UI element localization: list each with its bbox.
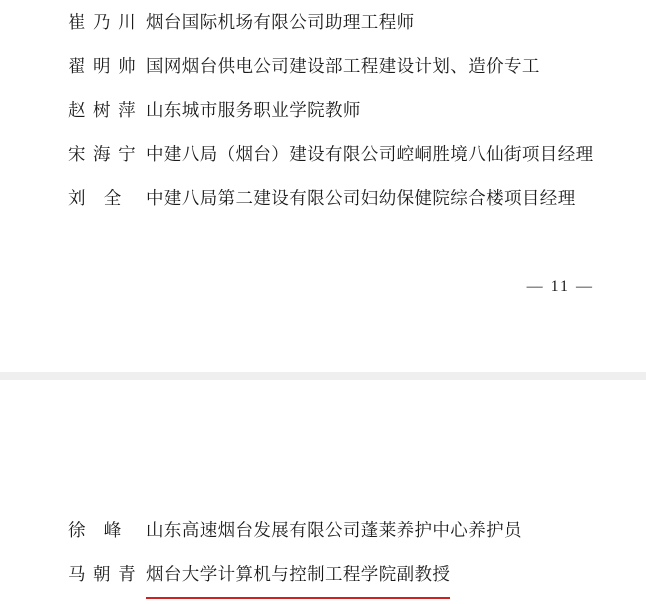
list-item (0, 44, 646, 88)
person-name: 刘 全 (68, 188, 122, 208)
upper-entry-list (0, 0, 646, 220)
list-item (0, 88, 646, 132)
page-number: — 11 — (526, 278, 594, 295)
person-name: 马朝青 (68, 564, 136, 584)
person-description: 山东高速烟台发展有限公司蓬莱养护中心养护员 (146, 520, 522, 540)
person-description: 中建八局第二建设有限公司妇幼保健院综合楼项目经理 (146, 188, 576, 208)
lower-entry-list (0, 508, 646, 596)
list-item (0, 132, 646, 176)
person-description: 烟台国际机场有限公司助理工程师 (146, 12, 415, 32)
page-separator (0, 372, 646, 380)
person-name: 徐 峰 (68, 520, 122, 540)
person-description: 山东城市服务职业学院教师 (146, 100, 361, 120)
person-name: 翟明帅 (68, 56, 136, 76)
person-description: 烟台大学计算机与控制工程学院副教授 (146, 552, 450, 599)
person-name: 宋海宁 (68, 144, 136, 164)
list-item (0, 508, 646, 552)
page-lower-section (0, 380, 646, 604)
list-item (0, 552, 646, 596)
list-item (0, 0, 646, 44)
person-name: 崔乃川 (68, 12, 136, 32)
person-description: 中建八局（烟台）建设有限公司崆峒胜境八仙街项目经理 (146, 144, 594, 164)
person-name: 赵树萍 (68, 100, 136, 120)
person-description: 国网烟台供电公司建设部工程建设计划、造价专工 (146, 56, 540, 76)
list-item (0, 176, 646, 220)
